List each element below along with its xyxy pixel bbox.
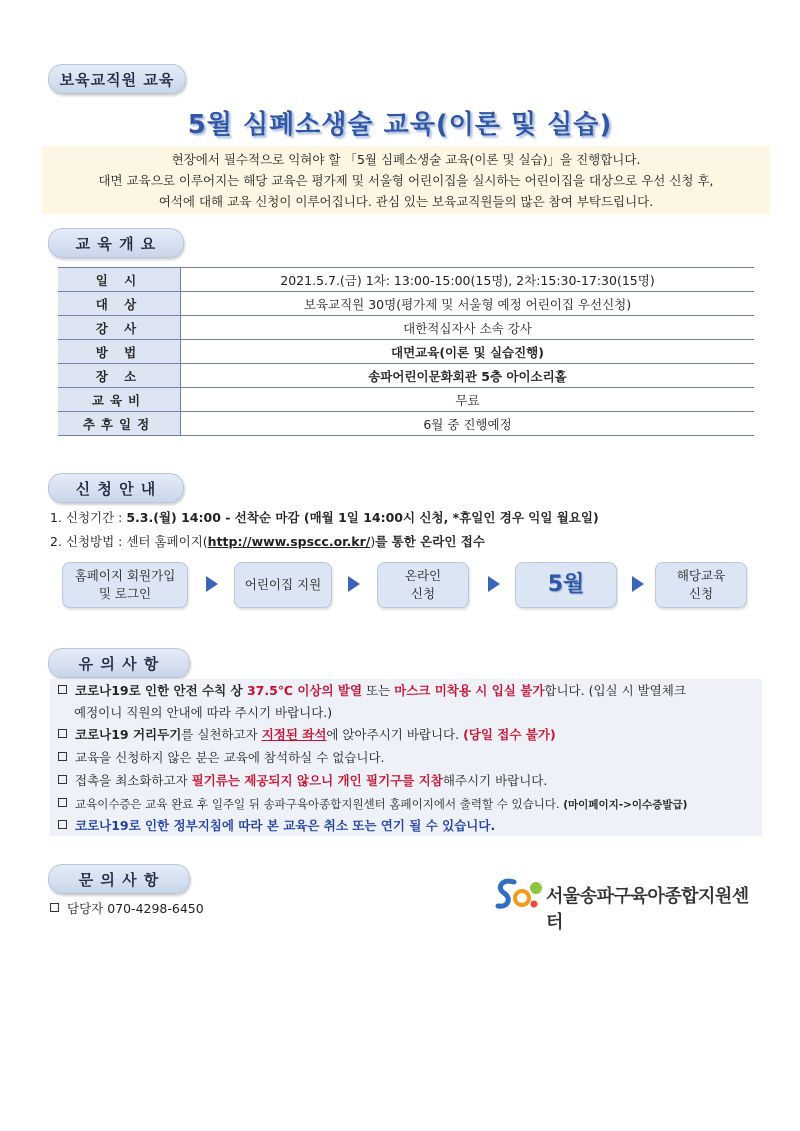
step-online-apply: 온라인 신청 bbox=[377, 562, 469, 608]
contact-line: 담당자 070-4298-6450 bbox=[50, 899, 204, 919]
step-may: 5월 bbox=[515, 562, 617, 608]
arrow-right-icon bbox=[488, 576, 500, 592]
step-course-apply: 해당교육 신청 bbox=[655, 562, 747, 608]
square-bullet-icon bbox=[50, 903, 59, 912]
contact-heading: 문 의 사 항 bbox=[48, 864, 190, 894]
apply-period: 1. 신청기간 : 5.3.(월) 14:00 - 선착순 마감 (매월 1일 14:00시 신청, *휴일인 경우 익일 월요일) bbox=[50, 510, 599, 525]
overview-table bbox=[58, 267, 754, 436]
table-row: 추후일정 6월 중 진행예정 bbox=[58, 412, 754, 436]
table-row: 대 상 보육교직원 30명(평가제 및 서울형 예정 어린이집 우선신청) bbox=[58, 292, 754, 316]
notes-heading: 유 의 사 항 bbox=[48, 648, 190, 678]
page-title: 5월 심폐소생술 교육(이론 및 실습) bbox=[187, 110, 613, 140]
square-bullet-icon bbox=[58, 820, 67, 829]
table-row: 방 법 대면교육(이론 및 실습진행) bbox=[58, 340, 754, 364]
note-5: 교육이수증은 교육 완료 후 일주일 뒤 송파구육아종합지원센터 홈페이지에서 출력할 수 있습니다. (마이페이지->이수증발급) bbox=[58, 794, 687, 815]
step-signup: 홈페이지 회원가입 및 로그인 bbox=[62, 562, 188, 608]
intro-line-1: 현장에서 필수적으로 익혀야 할 「5월 심폐소생술 교육(이론 및 실습)」을 진행합니다. bbox=[171, 152, 641, 167]
table-row: 교육비 무료 bbox=[58, 388, 754, 412]
apply-heading: 신 청 안 내 bbox=[48, 473, 184, 503]
overview-heading: 교 육 개 요 bbox=[48, 228, 184, 258]
note-4: 접촉을 최소화하고자 필기류는 제공되지 않으니 개인 필기구를 지참해주시기 바랍니다. bbox=[58, 771, 547, 791]
arrow-right-icon bbox=[632, 576, 644, 592]
step-daycare-support: 어린이집 지원 bbox=[234, 562, 332, 608]
note-2: 코로나19 거리두기를 실천하고자 지정된 좌석에 앉아주시기 바랍니다. (당일 접수 불가) bbox=[58, 725, 556, 745]
square-bullet-icon bbox=[58, 752, 67, 761]
center-logo bbox=[494, 874, 764, 933]
note-1: 코로나19로 인한 안전 수칙 상 37.5℃ 이상의 발열 또는 마스크 미착용 시 입실 불가합니다. (입실 시 발열체크 bbox=[58, 681, 686, 701]
square-bullet-icon bbox=[58, 775, 67, 784]
category-label-text: 보육교직원 교육 bbox=[59, 70, 175, 89]
table-row: 강 사 대한적십자사 소속 강사 bbox=[58, 316, 754, 340]
table-row: 일 시 2021.5.7.(금) 1차: 13:00-15:00(15명), 2차:15:30-17:30(15명) bbox=[58, 268, 754, 292]
table-row: 장 소 송파어린이문화회관 5층 아이소리홀 bbox=[58, 364, 754, 388]
arrow-right-icon bbox=[348, 576, 360, 592]
note-1-cont: 예정이니 직원의 안내에 따라 주시기 바랍니다.) bbox=[74, 705, 333, 720]
homepage-link[interactable]: http://www.spscc.or.kr/ bbox=[207, 534, 371, 549]
intro-line-3: 여석에 대해 교육 신청이 이루어집니다. 관심 있는 보육교직원들의 많은 참여 부탁드립니다. bbox=[158, 194, 654, 209]
note-3: 교육을 신청하지 않은 분은 교육에 참석하실 수 없습니다. bbox=[58, 748, 385, 768]
center-logo-text: 서울송파구육아종합지원센터 bbox=[546, 886, 749, 933]
apply-method: 2. 신청방법 : 센터 홈페이지(http://www.spscc.or.kr/)를 통한 온라인 접수 bbox=[50, 534, 485, 549]
category-label bbox=[48, 64, 186, 94]
intro-line-2: 대면 교육으로 이루어지는 해당 교육은 평가제 및 서울형 어린이집을 실시하는 어린이집을 대상으로 우선 신청 후, bbox=[98, 173, 714, 188]
square-bullet-icon bbox=[58, 685, 67, 694]
arrow-right-icon bbox=[206, 576, 218, 592]
center-logo-icon bbox=[494, 876, 544, 912]
square-bullet-icon bbox=[58, 729, 67, 738]
intro-box bbox=[42, 146, 770, 214]
square-bullet-icon bbox=[58, 798, 67, 807]
note-6: 코로나19로 인한 정부지침에 따라 본 교육은 취소 또는 연기 될 수 있습니다. bbox=[58, 816, 495, 836]
